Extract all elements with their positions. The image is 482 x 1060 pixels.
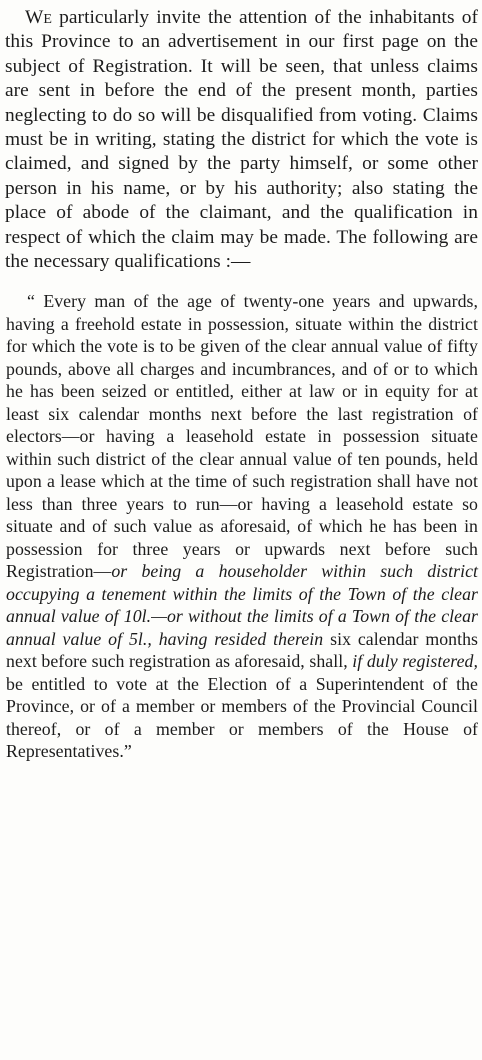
intro-text: particularly invite the attention of the inhabitants of this Province to an advertisement in our first page on the subject of Registration. It will be seen, that unless claims are sent in before the end of the present month, parties neglecting to do so will be disqualified from voting. Claims must be in writing, stating the district for which the vote is claimed, and signed by the party himself, or some other person in his name, or by his authority; also stating the place of abode of the claimant, and the qualification in respect of which the claim may be made. The following are the necessary qualifications :— — [5, 7, 478, 273]
qualifications-quote — [5, 290, 478, 763]
quote-text-2: six calendar months next before such registration as aforesaid, shall, — [6, 628, 478, 672]
quote-italic-householder: or being a householder within such district occupying a tenement within the limits of the Town of the clear annual value of 10l.—or without the limits of a Town of the clear annual value of 5l., having resided therein — [6, 561, 478, 649]
article-intro-paragraph — [5, 6, 478, 274]
quote-italic-registered: if duly registered, — [352, 651, 478, 672]
dropword: We — [25, 7, 52, 28]
quote-text-3: be entitled to vote at the Election of a Superintendent of the Province, or of a member or members of the Provincial Council thereof, or of a member or members of the House of Representatives.” — [6, 673, 478, 762]
quote-text-1: “ Every man of the age of twenty-one years and upwards, having a freehold estate in possession, situate within the district for which the vote is to be given of the clear annual value of fifty pounds, above all charges and incumbrances, and of or to which he has been seized or entitled, either at law or in equity for at least six calendar months next before the last registration of electors—or having a leasehold estate in possession situate within such district of the clear annual value of ten pounds, held upon a lease which at the time of such registration shall have not less than three years to run—or having a leasehold estate so situate and of such value as aforesaid, of which he has been in possession for three years or upwards next before such Registration— — [6, 291, 478, 582]
